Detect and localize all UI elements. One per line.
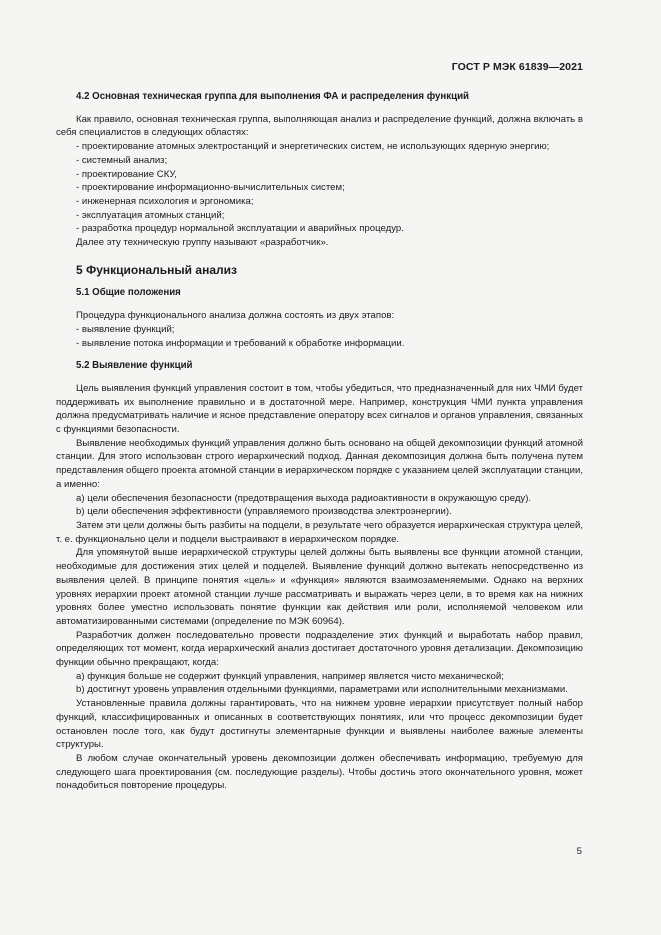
document-body — [56, 90, 583, 793]
list-item: - системный анализ; — [76, 154, 168, 166]
list-item: - разработка процедур нормальной эксплуатации и аварийных процедур. — [76, 223, 404, 235]
list-item: - проектирование атомных электростанций и энергетических систем, не использующих ядерную энергию; — [76, 141, 550, 153]
section-4-2-intro: Как правило, основная техническая группа, выполняющая анализ и распределение функций, должна включать в себя специалистов в следующих областях: — [56, 113, 583, 139]
paragraph: Разработчик должен последовательно провести подразделение этих функций и выработать набор правил, определяющих тот момент, когда иерархический анализ достигает достаточного уровня детализации. Декомпозицию функции обычно прекращают, когда: — [56, 629, 583, 669]
paragraph: Выявление необходимых функций управления должно быть основано на общей декомпозиции функций атомной станции. Для этого использован строго иерархический подход. Данная декомпозиция должна быть получена путем представления общего проекта атомной станции в иерархическом порядке с указанием целей эксплуатации станции, а именно: — [56, 437, 583, 490]
list-item: а) функция больше не содержит функций управления, например является чисто механической; — [76, 670, 504, 682]
list-item: - проектирование СКУ, — [76, 168, 177, 180]
paragraph: В любом случае окончательный уровень декомпозиции должен обеспечивать информацию, требуемую для следующего шага проектирования (см. последующие разделы). Чтобы достичь этого окончательного уровня, может понадобиться повторение процедуры. — [56, 752, 583, 792]
list-item: - выявление потока информации и требований к обработке информации. — [76, 337, 405, 349]
list-item: b) цели обеспечения эффективности (управляемого производства электроэнергии). — [76, 506, 452, 518]
section-4-2-heading: 4.2 Основная техническая группа для выполнения ФА и распределения функций — [76, 91, 469, 102]
list-item: а) цели обеспечения безопасности (предотвращения выхода радиоактивности в окружающую среду). — [76, 492, 532, 504]
section-5-1-heading: 5.1 Общие положения — [76, 287, 181, 299]
list-item: - выявление функций; — [76, 323, 175, 335]
section-4-2-outro: Далее эту техническую группу называют «разработчик». — [76, 237, 329, 249]
page-number: 5 — [576, 846, 582, 857]
paragraph: Установленные правила должны гарантировать, что на нижнем уровне иерархии присутствует полный набор функций, классифицированных и описанных в соответствующих понятиях, или что процесс декомпозиции будет остановлен после того, как будут достигнуты элементарные функции и выявлены наиболее важные элементы структуры. — [56, 698, 583, 751]
section-5-heading: 5 Функциональный анализ — [76, 262, 237, 277]
list-item: - проектирование информационно-вычислительных систем; — [76, 182, 345, 194]
list-item: - эксплуатация атомных станций; — [76, 209, 225, 221]
section-5-2-heading: 5.2 Выявление функций — [76, 360, 193, 372]
list-item: b) достигнут уровень управления отдельными функциями, параметрами или исполнительными механизмами. — [76, 684, 568, 696]
standard-designation: ГОСТ Р МЭК 61839—2021 — [451, 61, 583, 73]
paragraph: Для упомянутой выше иерархической структуры целей должны быть выявлены все функции атомной станции, необходимые для достижения этих целей и подцелей. Выявление функций должно вытекать непосредственно из выявления целей. В принципе понятия «цель» и «функция» являются взаимозаменяемыми. Однако на верхних уровнях иерархии проект атомной станции лучше рассматривать и выражать через цели, в то время как на нижних уровнях более уместно использовать понятие функции как действия или роли, исполняемой человеком или автоматизированными системами (определение по МЭК 60964). — [56, 547, 583, 627]
paragraph: Затем эти цели должны быть разбиты на подцели, в результате чего образуется иерархическая структура целей, т. е. функционально цели и подцели выстраивают в иерархическом порядке. — [56, 519, 583, 545]
list-item: - инженерная психология и эргономика; — [76, 195, 254, 207]
paragraph: Цель выявления функций управления состоит в том, чтобы убедиться, что предназначенный для них ЧМИ будет поддерживать их выполнение правильно и в достаточной мере. Например, конструкция ЧМИ пункта управления должна предусматривать наличие и ясное представление оператору всех сигналов и органов управления, связанных с функциями безопасности. — [56, 382, 583, 436]
section-5-1-intro: Процедура функционального анализа должна состоять из двух этапов: — [76, 310, 395, 322]
